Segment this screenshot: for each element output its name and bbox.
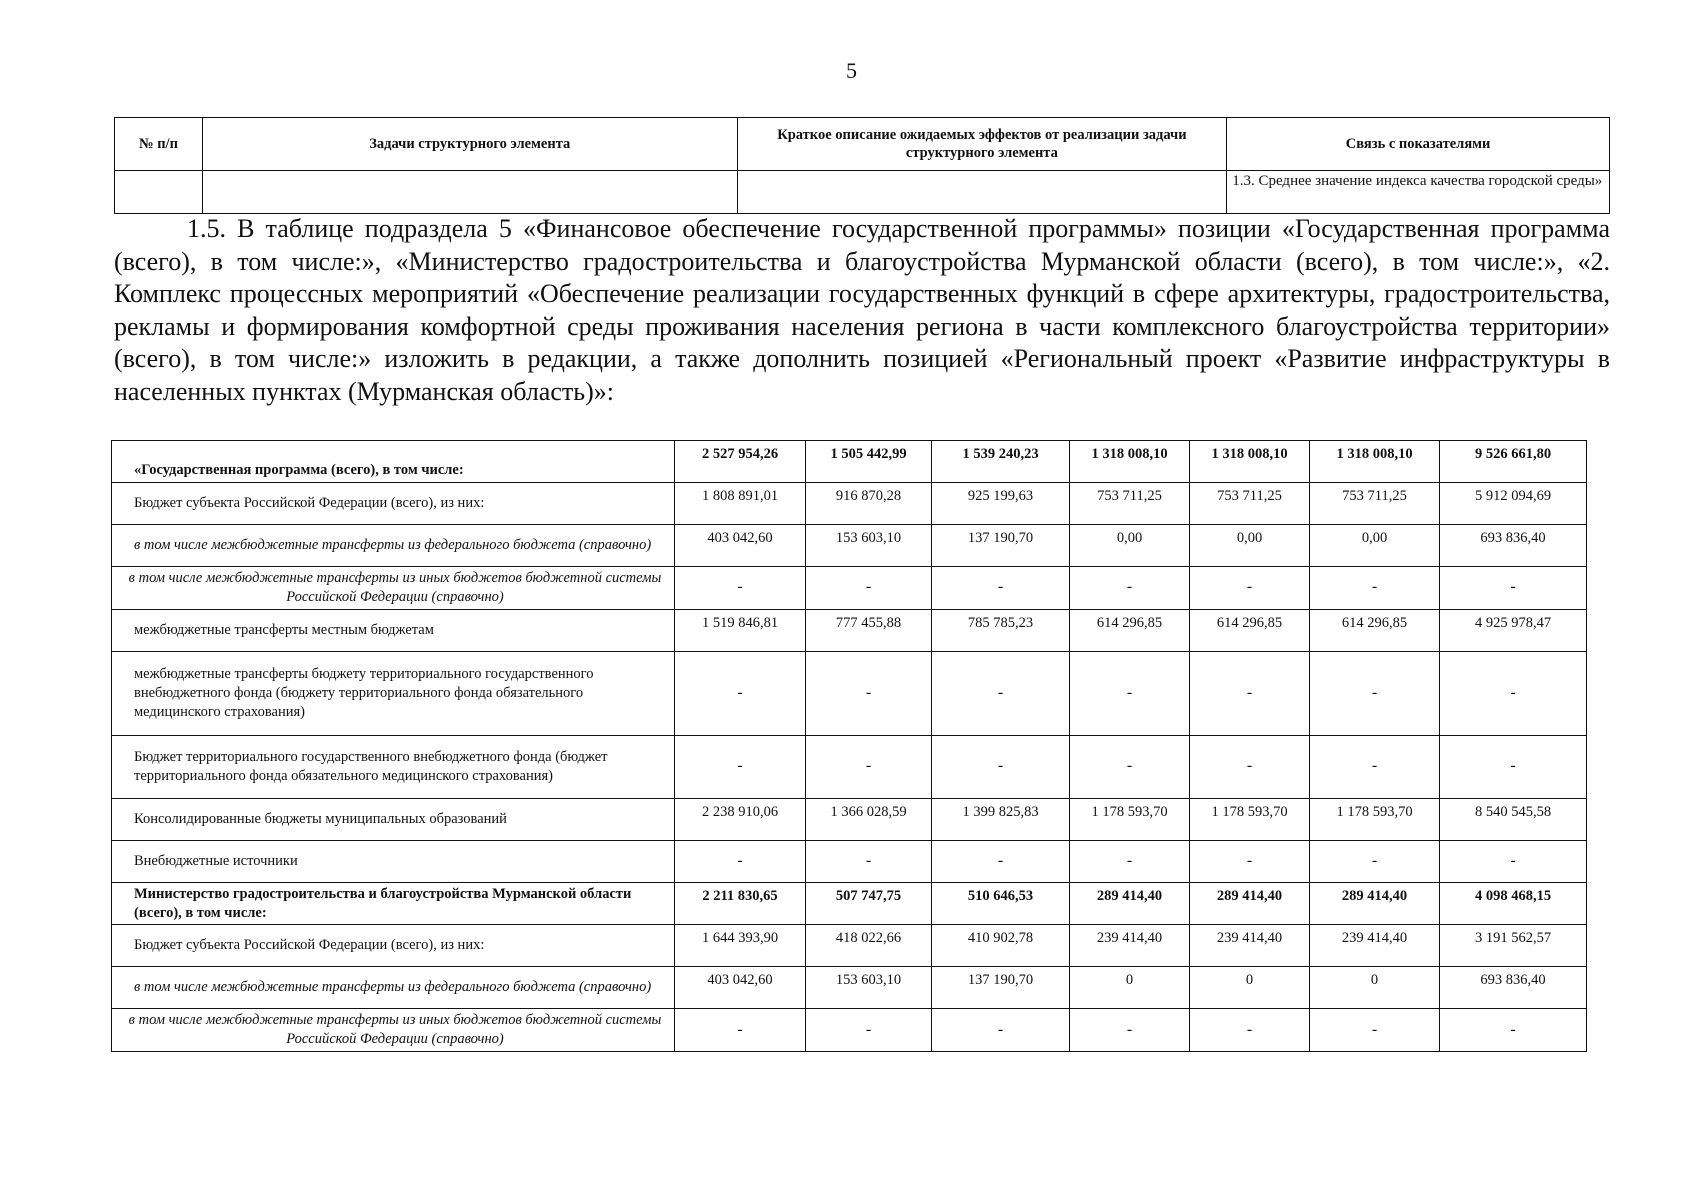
value-year-5: 0 — [1190, 967, 1310, 1009]
value-year-4: - — [1070, 567, 1190, 610]
value-year-1: 1 519 846,81 — [675, 609, 806, 651]
value-year-3: - — [932, 1009, 1070, 1052]
value-year-2: - — [806, 651, 932, 735]
value-year-1: 2 527 954,26 — [675, 441, 806, 483]
table-row — [112, 525, 1587, 567]
value-year-1: 403 042,60 — [675, 967, 806, 1009]
value-year-4: 239 414,40 — [1070, 925, 1190, 967]
table-header-row — [115, 118, 1610, 171]
value-year-4: - — [1070, 840, 1190, 882]
value-year-2: 1 366 028,59 — [806, 798, 932, 840]
row-label: Консолидированные бюджеты муниципальных образований — [112, 798, 675, 840]
value-year-4: 289 414,40 — [1070, 882, 1190, 925]
row-label: Внебюджетные источники — [112, 840, 675, 882]
value-year-3: - — [932, 735, 1070, 798]
value-total: - — [1440, 567, 1587, 610]
value-year-6: 0,00 — [1310, 525, 1440, 567]
value-year-2: - — [806, 840, 932, 882]
column-header-effects: Краткое описание ожидаемых эффектов от реализации задачи структурного элемента — [737, 118, 1227, 171]
value-year-5: 239 414,40 — [1190, 925, 1310, 967]
table-row — [112, 882, 1587, 925]
value-total: - — [1440, 1009, 1587, 1052]
table-cell — [115, 171, 203, 214]
value-year-4: 1 318 008,10 — [1070, 441, 1190, 483]
row-label: «Государственная программа (всего), в том числе: — [112, 441, 675, 483]
table-row — [115, 171, 1610, 214]
value-year-3: - — [932, 567, 1070, 610]
value-year-2: 153 603,10 — [806, 525, 932, 567]
value-year-2: 916 870,28 — [806, 483, 932, 525]
value-total: - — [1440, 651, 1587, 735]
value-year-3: 510 646,53 — [932, 882, 1070, 925]
value-year-6: 753 711,25 — [1310, 483, 1440, 525]
value-year-3: 137 190,70 — [932, 967, 1070, 1009]
value-total: 8 540 545,58 — [1440, 798, 1587, 840]
value-year-5: - — [1190, 840, 1310, 882]
value-year-6: 1 318 008,10 — [1310, 441, 1440, 483]
value-total: 3 191 562,57 — [1440, 925, 1587, 967]
value-year-2: - — [806, 567, 932, 610]
value-year-2: - — [806, 735, 932, 798]
value-year-1: - — [675, 651, 806, 735]
table-row — [112, 441, 1587, 483]
value-year-5: 0,00 — [1190, 525, 1310, 567]
column-header-tasks: Задачи структурного элемента — [202, 118, 737, 171]
table-row — [112, 925, 1587, 967]
value-year-2: 507 747,75 — [806, 882, 932, 925]
value-year-2: - — [806, 1009, 932, 1052]
row-label: межбюджетные трансферты бюджету территориального государственного внебюджетного фонда (бюджету территориального фонда обязательного медицинского страхования) — [112, 651, 675, 735]
table-row — [112, 483, 1587, 525]
table-cell-indicator: 1.3. Среднее значение индекса качества городской среды» — [1227, 171, 1610, 214]
column-header-number: № п/п — [115, 118, 203, 171]
value-year-1: 1 644 393,90 — [675, 925, 806, 967]
row-label: Бюджет субъекта Российской Федерации (всего), из них: — [112, 925, 675, 967]
value-year-6: 1 178 593,70 — [1310, 798, 1440, 840]
value-year-4: 0 — [1070, 967, 1190, 1009]
value-year-6: - — [1310, 567, 1440, 610]
value-year-2: 153 603,10 — [806, 967, 932, 1009]
value-total: - — [1440, 840, 1587, 882]
row-label: Бюджет территориального государственного внебюджетного фонда (бюджет территориального фонда обязательного медицинского страхования) — [112, 735, 675, 798]
row-label: Министерство градостроительства и благоустройства Мурманской области (всего), в том числе: — [112, 882, 675, 925]
value-year-4: 0,00 — [1070, 525, 1190, 567]
value-year-5: - — [1190, 567, 1310, 610]
value-year-3: 137 190,70 — [932, 525, 1070, 567]
value-year-1: 2 211 830,65 — [675, 882, 806, 925]
value-year-2: 777 455,88 — [806, 609, 932, 651]
value-year-6: 239 414,40 — [1310, 925, 1440, 967]
table-row — [112, 735, 1587, 798]
table-row — [112, 567, 1587, 610]
value-year-4: - — [1070, 1009, 1190, 1052]
value-total: 5 912 094,69 — [1440, 483, 1587, 525]
row-label: межбюджетные трансферты местным бюджетам — [112, 609, 675, 651]
value-year-3: 785 785,23 — [932, 609, 1070, 651]
indicators-table — [114, 117, 1610, 214]
value-year-6: - — [1310, 840, 1440, 882]
row-label: Бюджет субъекта Российской Федерации (всего), из них: — [112, 483, 675, 525]
value-year-2: 1 505 442,99 — [806, 441, 932, 483]
finance-table — [111, 440, 1587, 1052]
value-total: 693 836,40 — [1440, 525, 1587, 567]
value-year-4: 1 178 593,70 — [1070, 798, 1190, 840]
value-year-1: 1 808 891,01 — [675, 483, 806, 525]
value-year-6: 289 414,40 — [1310, 882, 1440, 925]
value-year-5: 289 414,40 — [1190, 882, 1310, 925]
table-row — [112, 651, 1587, 735]
value-total: 4 925 978,47 — [1440, 609, 1587, 651]
table-row — [112, 609, 1587, 651]
value-total: 9 526 661,80 — [1440, 441, 1587, 483]
value-year-5: 1 178 593,70 — [1190, 798, 1310, 840]
value-year-2: 418 022,66 — [806, 925, 932, 967]
value-year-3: 1 539 240,23 — [932, 441, 1070, 483]
value-year-4: 614 296,85 — [1070, 609, 1190, 651]
table-row — [112, 840, 1587, 882]
value-year-3: 1 399 825,83 — [932, 798, 1070, 840]
value-year-1: - — [675, 567, 806, 610]
value-total: 693 836,40 — [1440, 967, 1587, 1009]
value-year-6: - — [1310, 1009, 1440, 1052]
row-label: в том числе межбюджетные трансферты из федерального бюджета (справочно) — [112, 967, 675, 1009]
value-year-5: 614 296,85 — [1190, 609, 1310, 651]
table-cell — [202, 171, 737, 214]
value-year-3: 410 902,78 — [932, 925, 1070, 967]
row-label: в том числе межбюджетные трансферты из федерального бюджета (справочно) — [112, 525, 675, 567]
amendment-paragraph: 1.5. В таблице подраздела 5 «Финансовое обеспечение государственной программы» позиции «Государственная программа (всего), в том числе:», «Министерство градостроительства и благоустройства Мурманской области (всего), в том числе:», «2. Комплекс процессных мероприятий «Обеспечение реализации государственных функций в сфере архитектуры, градостроительства, рекламы и формирования комфортной среды проживания населения региона в части комплексного благоустройства территории» (всего), в том числе:» изложить в редакции, а также дополнить позицией «Региональный проект «Развитие инфраструктуры в населенных пунктах (Мурманская область)»: — [114, 214, 1610, 406]
value-total: 4 098 468,15 — [1440, 882, 1587, 925]
value-year-6: 614 296,85 — [1310, 609, 1440, 651]
value-year-1: - — [675, 735, 806, 798]
value-year-3: - — [932, 840, 1070, 882]
value-year-5: - — [1190, 735, 1310, 798]
value-year-5: - — [1190, 1009, 1310, 1052]
value-year-6: - — [1310, 735, 1440, 798]
value-total: - — [1440, 735, 1587, 798]
row-label: в том числе межбюджетные трансферты из иных бюджетов бюджетной системы Российской Федерации (справочно) — [112, 567, 675, 610]
table-cell — [737, 171, 1227, 214]
value-year-1: - — [675, 840, 806, 882]
value-year-1: 403 042,60 — [675, 525, 806, 567]
value-year-3: 925 199,63 — [932, 483, 1070, 525]
value-year-1: - — [675, 1009, 806, 1052]
value-year-6: 0 — [1310, 967, 1440, 1009]
table-row — [112, 798, 1587, 840]
table-row — [112, 1009, 1587, 1052]
table-row — [112, 967, 1587, 1009]
value-year-1: 2 238 910,06 — [675, 798, 806, 840]
value-year-4: 753 711,25 — [1070, 483, 1190, 525]
value-year-4: - — [1070, 735, 1190, 798]
page-number: 5 — [846, 58, 857, 83]
value-year-4: - — [1070, 651, 1190, 735]
value-year-5: 1 318 008,10 — [1190, 441, 1310, 483]
row-label: в том числе межбюджетные трансферты из иных бюджетов бюджетной системы Российской Федерации (справочно) — [112, 1009, 675, 1052]
value-year-3: - — [932, 651, 1070, 735]
value-year-5: - — [1190, 651, 1310, 735]
column-header-indicators: Связь с показателями — [1227, 118, 1610, 171]
value-year-5: 753 711,25 — [1190, 483, 1310, 525]
value-year-6: - — [1310, 651, 1440, 735]
